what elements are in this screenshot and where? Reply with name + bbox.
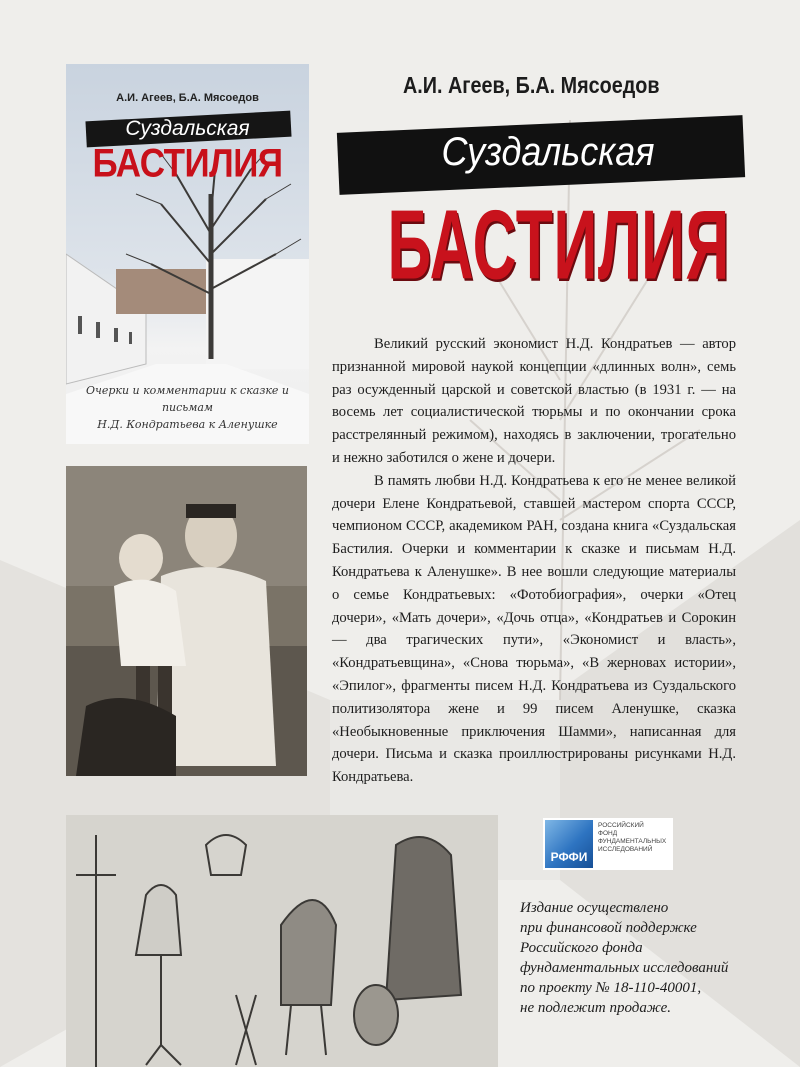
title-line2: БАСТИЛИЯ — [387, 190, 730, 300]
funding-note-line: Российского фонда — [520, 940, 643, 956]
cover-subtitle-line2: Н.Д. Кондратьева к Аленушке — [97, 418, 278, 431]
header-authors: А.И. Агеев, Б.А. Мясоедов — [403, 72, 660, 98]
cover-subtitle — [76, 382, 299, 433]
title-line1: Суздальская — [441, 130, 655, 174]
book-cover — [66, 64, 309, 444]
cover-subtitle-line1: Очерки и комментарии к сказке и письмам — [85, 384, 290, 414]
photo-father-and-daughter — [66, 466, 307, 776]
cover-authors: А.И. Агеев, Б.А. Мясоедов — [116, 92, 259, 104]
funding-note-line: фундаментальных исследований — [520, 960, 729, 976]
funding-note-line: Издание осуществлено — [520, 900, 669, 916]
funding-note-line: при финансовой поддержке — [520, 920, 697, 936]
funding-note-line: по проекту № 18-110-40001, — [520, 980, 702, 996]
description-paragraph-1: Великий русский экономист Н.Д. Кондратьев — автор признанной мировой наукой концепции «длинных волн», семь раз осужденный царской и советской властью (в 1931 г. — на восемь лет социалистической тюрьмы и по окончании срока расстрелянный режимом), находясь в заключении, трогательно и нежно заботился о жене и дочери. — [332, 336, 736, 466]
funding-note-line: не подлежит продаже. — [520, 1000, 672, 1016]
funding-note — [520, 898, 760, 1018]
rffi-logo-name: РОССИЙСКИЙ ФОНД ФУНДАМЕНТАЛЬНЫХ ИССЛЕДОВАНИЙ — [598, 822, 667, 853]
rffi-logo — [543, 818, 673, 870]
drawing-animal-musicians — [66, 815, 498, 1067]
kondratiev-drawing — [66, 815, 498, 1067]
description-text — [332, 333, 736, 789]
historical-photo — [66, 466, 307, 776]
rffi-logo-abbr: РФФИ — [550, 850, 588, 864]
description-paragraph-2: В память любви Н.Д. Кондратьева к его не менее великой дочери Елене Кондратьевой, ставшей мастером спорта СССР, чемпионом СССР, академиком РАН, создана книга «Суздальская Бастилия. Очерки и комментарии к сказке и письмам Н.Д. Кондратьева к Аленушке». В нее вошли следующие материалы о семье Кондратьевых: «Фотобиография», очерки «Отец дочери», «Мать дочери», «Дочь отца», «Кондратьев и Сорокин — два трагических пути», «Экономист и власть», «Кондратьевщина», «Снова тюрьма», «В жерновах истории», «Эпилог», фрагменты писем Н.Д. Кондратьева из Суздальского политизолятора жене и 99 писем Аленушке, сказка «Необыкновенные приключения Шамми», написанная для дочери. Письма и сказка проиллюстрированы рисунками Н.Д. Кондратьева. — [332, 472, 736, 786]
cover-title-line2: БАСТИЛИЯ — [92, 141, 283, 186]
cover-title-line1: Суздальская — [125, 117, 250, 140]
